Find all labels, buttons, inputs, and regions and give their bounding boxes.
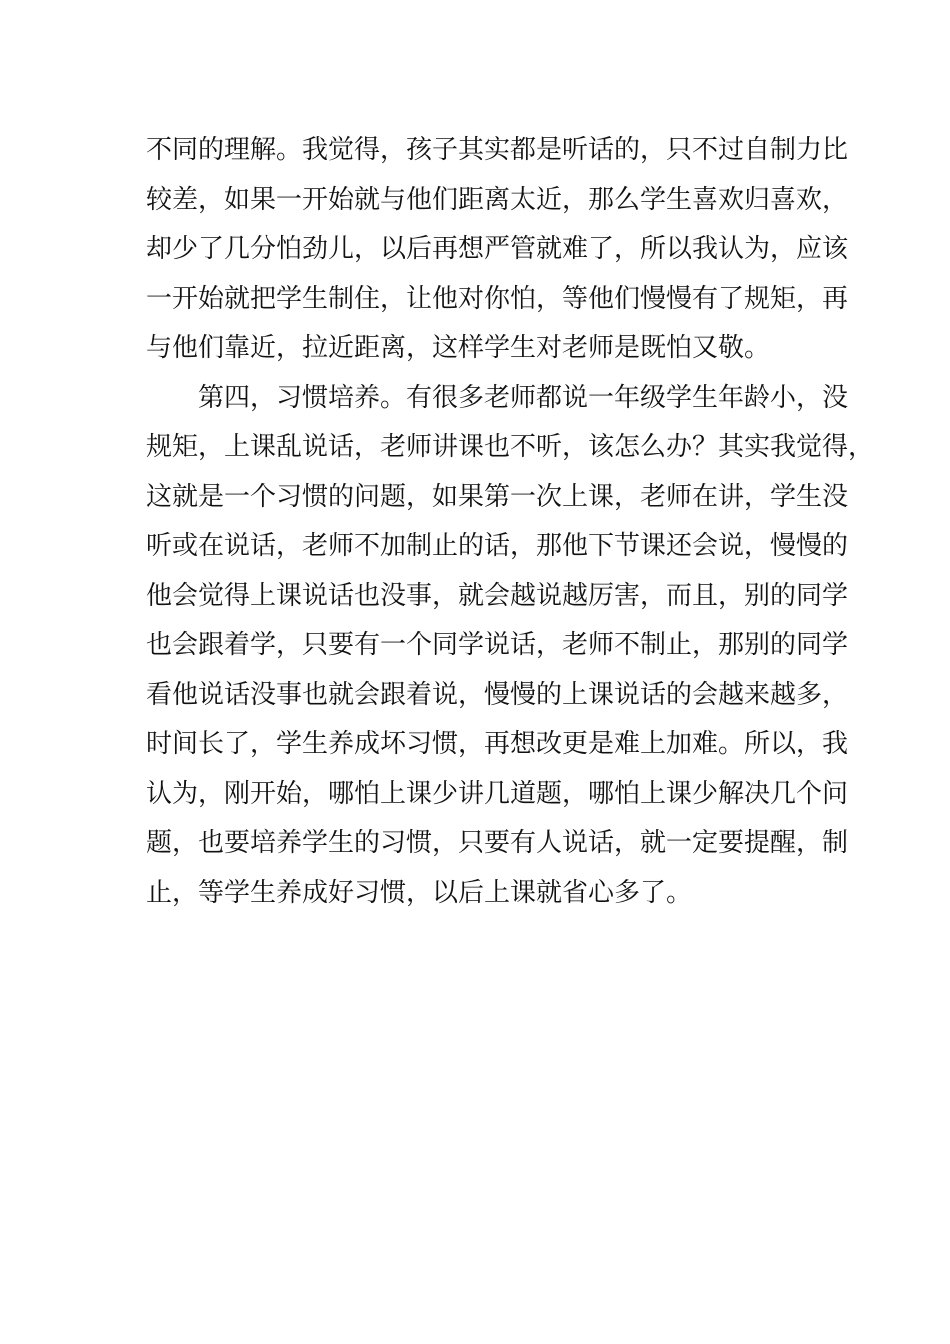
paragraph-2 (146, 374, 875, 919)
text-line: 也会跟着学，只要有一个同学说话，老师不制止，那别的同学 (146, 630, 849, 660)
text-line: 时间长了，学生养成坏习惯，再想改更是难上加难。所以，我 (146, 729, 849, 759)
text-line: 看他说话没事也就会跟着说，慢慢的上课说话的会越来越多， (146, 679, 849, 710)
text-line: 认为，刚开始，哪怕上课少讲几道题，哪怕上课少解决几个问 (146, 778, 849, 809)
text-line: 止，等学生养成好习惯，以后上课就省心多了。 (146, 877, 693, 908)
text-line: 与他们靠近，拉近距离，这样学生对老师是既怕又敬。 (146, 333, 771, 363)
text-line: 他会觉得上课说话也没事，就会越说越厉害，而且，别的同学 (146, 580, 849, 611)
text-line: 较差，如果一开始就与他们距离太近，那么学生喜欢归喜欢， (146, 184, 849, 215)
document-body (146, 126, 875, 918)
paragraph-1 (146, 126, 849, 374)
text-line: 却少了几分怕劲儿，以后再想严管就难了，所以我认为，应该 (146, 234, 849, 264)
text-line: 题，也要培养学生的习惯，只要有人说话，就一定要提醒，制 (146, 828, 849, 858)
text-line: 第四，习惯培养。有很多老师都说一年级学生年龄小，没 (198, 382, 849, 413)
text-line: 听或在说话，老师不加制止的话，那他下节课还会说，慢慢的 (146, 531, 849, 561)
text-line: 一开始就把学生制住，让他对你怕，等他们慢慢有了规矩，再 (146, 283, 849, 314)
text-line: 规矩，上课乱说话，老师讲课也不听，该怎么办？其实我觉得， (146, 432, 875, 462)
text-line: 这就是一个习惯的问题，如果第一次上课，老师在讲，学生没 (146, 481, 849, 512)
text-line: 不同的理解。我觉得，孩子其实都是听话的，只不过自制力比 (146, 135, 849, 165)
